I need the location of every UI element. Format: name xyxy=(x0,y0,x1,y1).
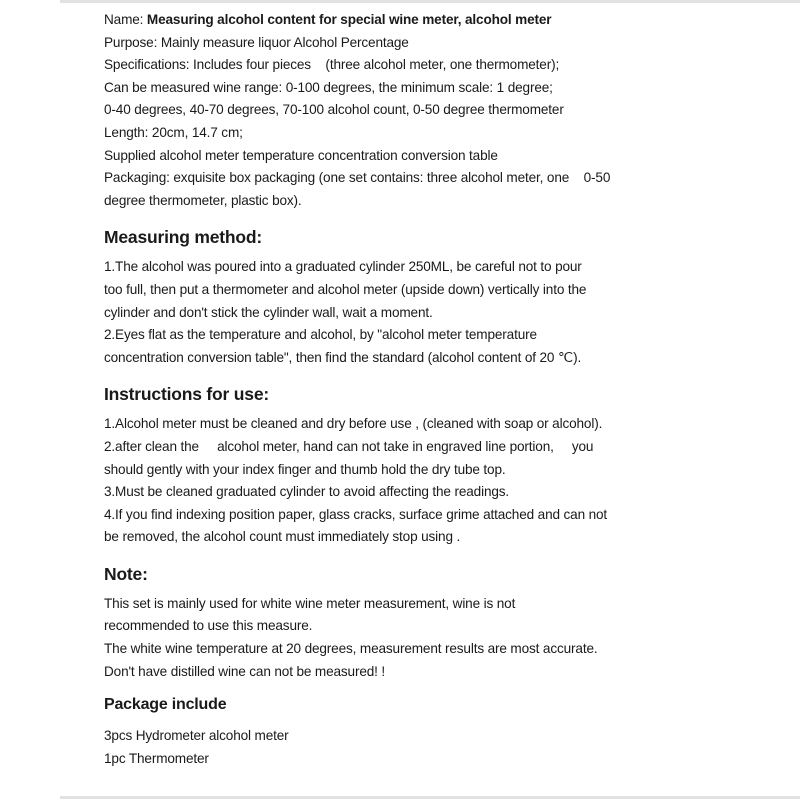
spec-line: Can be measured wine range: 0-100 degrees, the minimum scale: 1 degree; xyxy=(104,79,553,95)
package-item: 1pc Thermometer xyxy=(104,750,209,766)
spec-line: 0-40 degrees, 40-70 degrees, 70-100 alcohol count, 0-50 degree thermometer xyxy=(104,102,564,118)
name-label: Name: xyxy=(104,12,147,27)
note-line: The white wine temperature at 20 degrees, measurement results are most accurate. xyxy=(104,641,598,657)
instruction-line: 1.Alcohol meter must be cleaned and dry before use , (cleaned with soap or alcohol). xyxy=(104,416,603,432)
method-line: concentration conversion table", then find the standard (alcohol content of 20 ℃). xyxy=(104,349,582,365)
spec-line: Length: 20cm, 14.7 cm; xyxy=(104,124,243,140)
method-line: 1.The alcohol was poured into a graduated cylinder 250ML, be careful not to pour xyxy=(104,259,582,275)
spec-line: Packaging: exquisite box packaging (one set contains: three alcohol meter, one 0-50 xyxy=(104,170,611,186)
spec-line: Supplied alcohol meter temperature concentration conversion table xyxy=(104,147,498,163)
top-divider xyxy=(60,0,800,3)
instruction-line: should gently with your index finger and thumb hold the dry tube top. xyxy=(104,461,506,477)
method-line: 2.Eyes flat as the temperature and alcohol, by "alcohol meter temperature xyxy=(104,327,537,343)
instruction-line: 4.If you find indexing position paper, glass cracks, surface grime attached and can not xyxy=(104,506,608,522)
spec-line: Specifications: Includes four pieces (three alcohol meter, one thermometer); xyxy=(104,57,560,73)
bottom-divider xyxy=(60,796,800,799)
name-value: Measuring alcohol content for special wine meter, alcohol meter xyxy=(146,12,552,27)
instruction-line: 3.Must be cleaned graduated cylinder to avoid affecting the readings. xyxy=(104,484,510,500)
note-line: recommended to use this measure. xyxy=(104,618,313,634)
spec-line: degree thermometer, plastic box). xyxy=(104,192,302,208)
section-heading-package-include: Package include xyxy=(104,696,227,714)
spec-line: Purpose: Mainly measure liquor Alcohol Percentage xyxy=(104,34,409,50)
instruction-line: be removed, the alcohol count must immediately stop using . xyxy=(104,529,461,545)
method-line: cylinder and don't stick the cylinder wall, wait a moment. xyxy=(104,304,433,320)
name-line xyxy=(104,9,794,32)
method-line: too full, then put a thermometer and alcohol meter (upside down) vertically into the xyxy=(104,281,587,297)
section-heading-note: Note: xyxy=(104,563,148,584)
section-heading-measuring-method: Measuring method: xyxy=(104,227,262,248)
section-heading-instructions: Instructions for use: xyxy=(104,384,269,405)
note-line: This set is mainly used for white wine meter measurement, wine is not xyxy=(104,595,516,611)
package-item: 3pcs Hydrometer alcohol meter xyxy=(104,728,289,744)
note-line: Don't have distilled wine can not be measured! ! xyxy=(104,663,386,679)
instruction-line: 2.after clean the alcohol meter, hand can not take in engraved line portion, you xyxy=(104,438,594,454)
product-description xyxy=(104,9,794,770)
